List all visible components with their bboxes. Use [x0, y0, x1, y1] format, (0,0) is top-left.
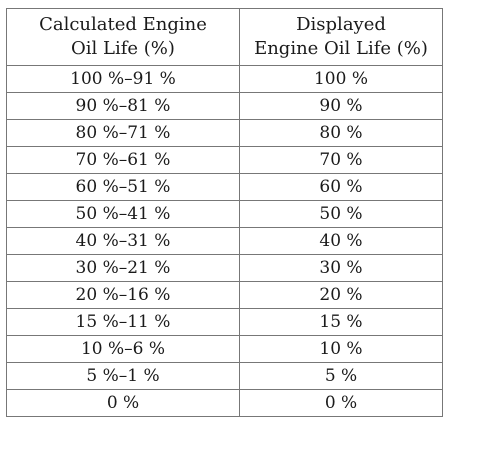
displayed-value-cell: 40 %: [240, 228, 443, 255]
displayed-value-cell: 20 %: [240, 282, 443, 309]
calculated-range-cell: 40 %–31 %: [7, 228, 240, 255]
displayed-value-cell: 50 %: [240, 201, 443, 228]
calculated-range-cell: 5 %–1 %: [7, 363, 240, 390]
calculated-range-cell: 60 %–51 %: [7, 174, 240, 201]
displayed-value-cell: 15 %: [240, 309, 443, 336]
table-row: [7, 309, 443, 336]
table-row: [7, 93, 443, 120]
header-line: Oil Life (%): [71, 38, 175, 59]
calculated-range-cell: 80 %–71 %: [7, 120, 240, 147]
calculated-range-cell: 10 %–6 %: [7, 336, 240, 363]
header-calculated-oil-life: [7, 9, 240, 66]
calculated-range-cell: 15 %–11 %: [7, 309, 240, 336]
oil-life-table-container: [6, 8, 443, 417]
calculated-range-cell: 30 %–21 %: [7, 255, 240, 282]
header-line: Calculated Engine: [39, 14, 207, 35]
table-row: [7, 363, 443, 390]
displayed-value-cell: 100 %: [240, 66, 443, 93]
displayed-value-cell: 80 %: [240, 120, 443, 147]
calculated-range-cell: 90 %–81 %: [7, 93, 240, 120]
table-row: [7, 390, 443, 417]
displayed-value-cell: 60 %: [240, 174, 443, 201]
calculated-range-cell: 50 %–41 %: [7, 201, 240, 228]
table-row: [7, 282, 443, 309]
table-row: [7, 66, 443, 93]
calculated-range-cell: 100 %–91 %: [7, 66, 240, 93]
displayed-value-cell: 90 %: [240, 93, 443, 120]
table-row: [7, 120, 443, 147]
table-row: [7, 147, 443, 174]
header-line: Displayed: [296, 14, 386, 35]
calculated-range-cell: 70 %–61 %: [7, 147, 240, 174]
displayed-value-cell: 10 %: [240, 336, 443, 363]
table-row: [7, 174, 443, 201]
table-row: [7, 201, 443, 228]
table-row: [7, 336, 443, 363]
oil-life-table: [6, 8, 443, 417]
calculated-range-cell: 20 %–16 %: [7, 282, 240, 309]
header-line: Engine Oil Life (%): [254, 38, 428, 59]
table-row: [7, 255, 443, 282]
displayed-value-cell: 70 %: [240, 147, 443, 174]
displayed-value-cell: 5 %: [240, 363, 443, 390]
header-displayed-oil-life: [240, 9, 443, 66]
displayed-value-cell: 30 %: [240, 255, 443, 282]
displayed-value-cell: 0 %: [240, 390, 443, 417]
table-header-row: [7, 9, 443, 66]
calculated-range-cell: 0 %: [7, 390, 240, 417]
table-row: [7, 228, 443, 255]
